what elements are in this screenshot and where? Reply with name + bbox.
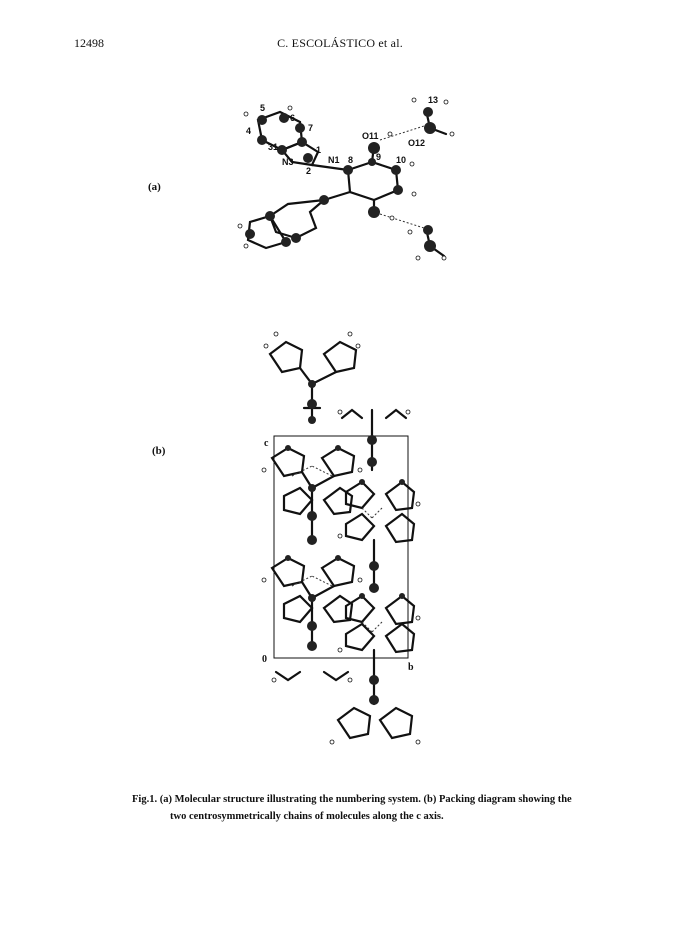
packing-chains bbox=[270, 342, 414, 738]
atom-label-n3: N3 bbox=[282, 157, 294, 167]
caption-line-1: Fig.1. (a) Molecular structure illustrating the numbering system. (b) Packing diagram showing the bbox=[132, 794, 572, 805]
atom-label-5: 5 bbox=[260, 103, 266, 113]
atom-label-31: 31 bbox=[268, 142, 279, 152]
atom-label-6: 6 bbox=[290, 113, 296, 123]
panel-a-label: (a) bbox=[148, 181, 161, 193]
atom-label-9: 9 bbox=[376, 152, 382, 162]
atom-label-o11: O11 bbox=[362, 131, 379, 141]
atom-label-1: 1 bbox=[316, 145, 322, 155]
atom-label-n1: N1 bbox=[328, 155, 340, 165]
axis-label-c: c bbox=[264, 438, 269, 449]
axis-label-origin: 0 bbox=[262, 654, 267, 665]
hydrogens-a bbox=[238, 98, 454, 260]
panel-b-label: (b) bbox=[152, 445, 166, 457]
atom-label-o12: O12 bbox=[408, 138, 426, 148]
caption-line-2: two centrosymmetrically chains of molecules along the c axis. bbox=[170, 811, 444, 822]
running-head: C. ESCOLÁSTICO et al. bbox=[277, 36, 403, 50]
atoms-a bbox=[245, 107, 436, 252]
figure-caption bbox=[132, 791, 602, 825]
atom-label-10: 10 bbox=[396, 155, 407, 165]
atom-label-4: 4 bbox=[246, 126, 252, 136]
atom-label-2: 2 bbox=[306, 166, 312, 176]
molecule-a bbox=[248, 110, 446, 256]
atom-label-13: 13 bbox=[428, 95, 439, 105]
axis-label-b: b bbox=[408, 662, 414, 673]
packing-hydrogens bbox=[262, 332, 420, 744]
packing-atoms bbox=[285, 380, 405, 705]
atom-label-7: 7 bbox=[308, 123, 314, 133]
unit-cell bbox=[274, 436, 408, 658]
page-number: 12498 bbox=[74, 36, 104, 50]
atom-label-8: 8 bbox=[348, 155, 354, 165]
